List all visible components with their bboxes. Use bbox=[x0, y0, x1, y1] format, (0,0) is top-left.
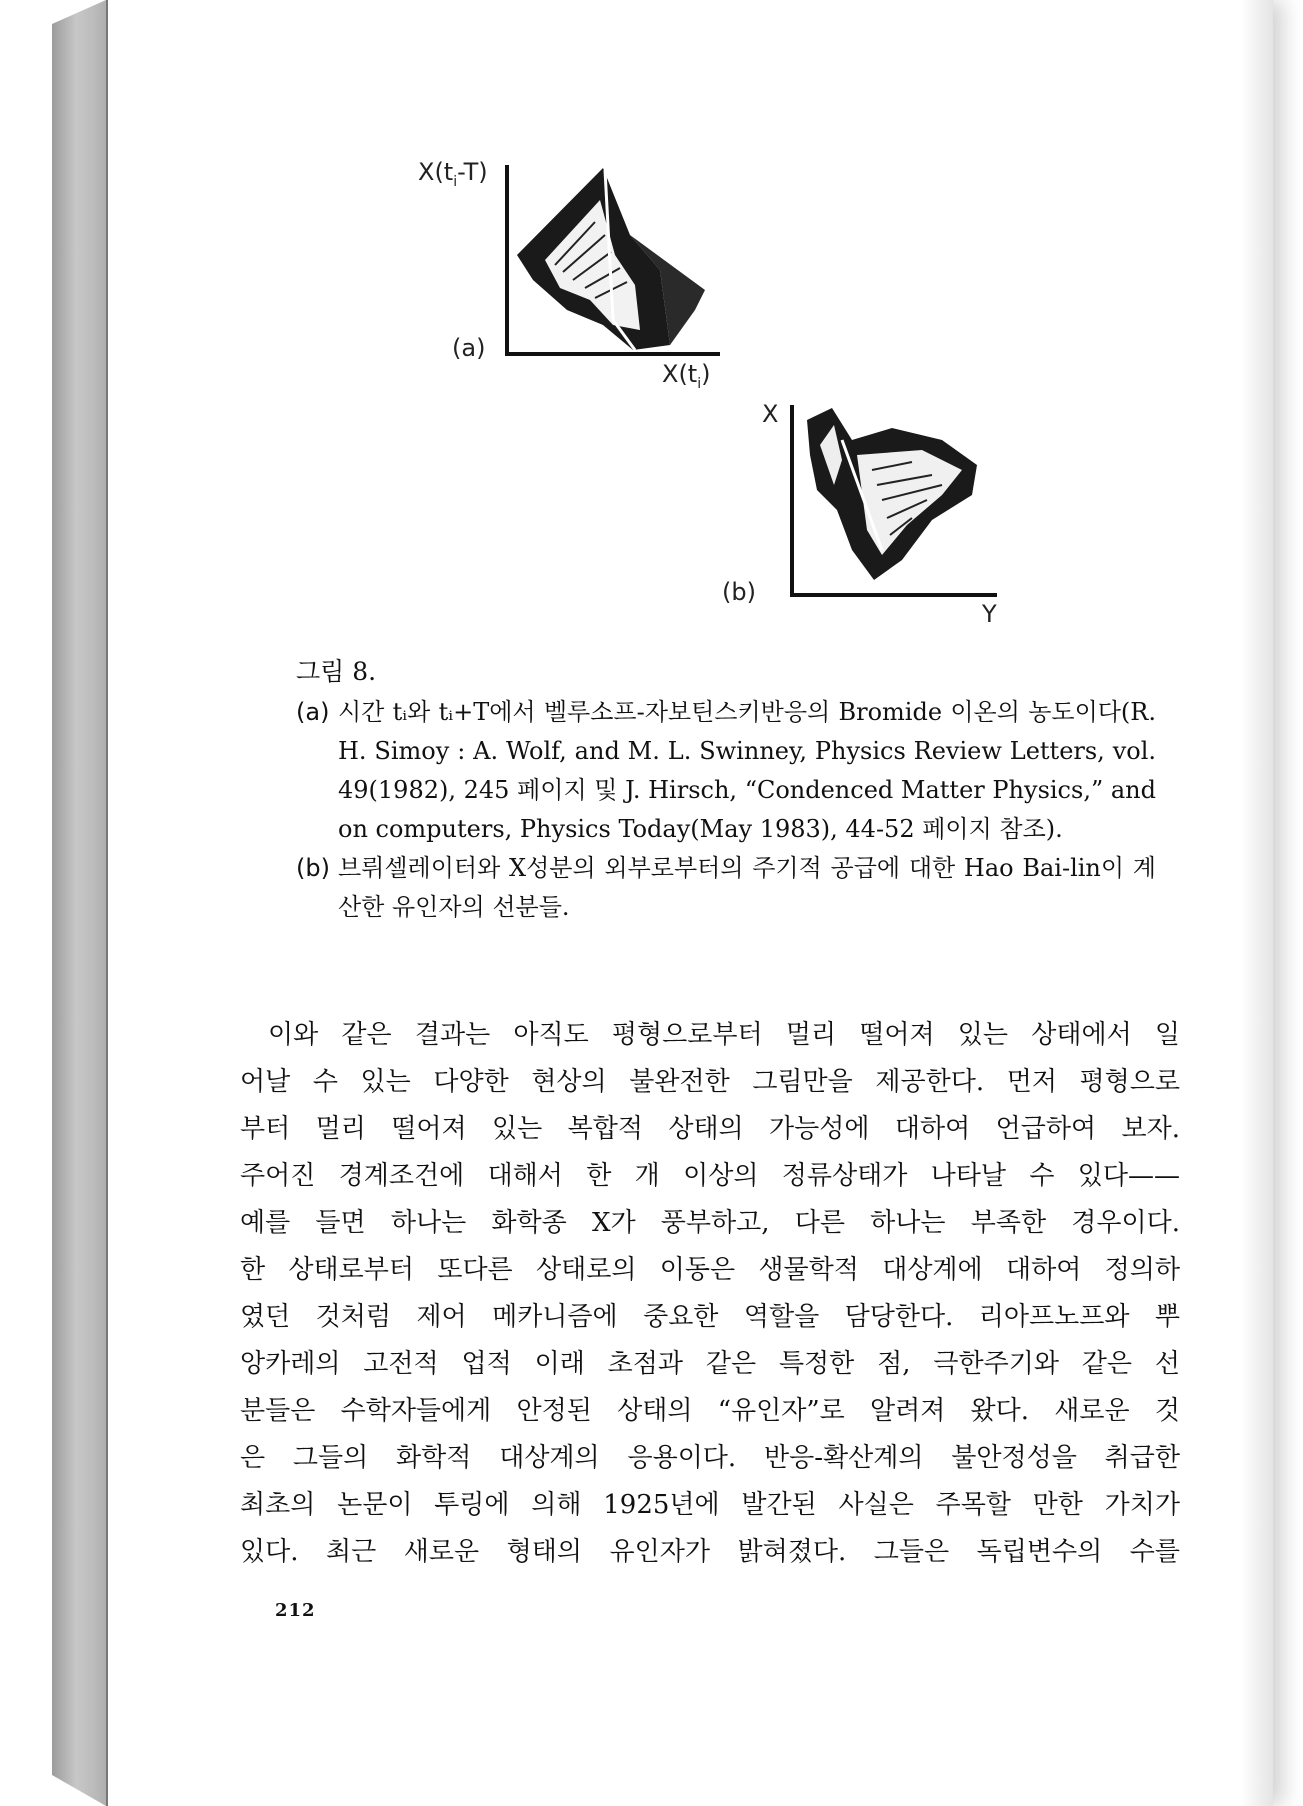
text-line: 앙카레의 고전적 업적 이래 초점과 같은 특정한 점, 극한주기와 같은 선 bbox=[240, 1349, 1180, 1379]
figure-a-x-axis-label: $X(t_i)$ bbox=[662, 360, 711, 392]
text-line: 주어진 경계조건에 대해서 한 개 이상의 정류상태가 나타날 수 있다—— bbox=[240, 1161, 1180, 1191]
text-line: 한 상태로부터 또다른 상태로의 이동은 생물학적 대상계에 대하여 정의하 bbox=[240, 1255, 1180, 1285]
text-line: 어날 수 있는 다양한 현상의 불완전한 그림만을 제공한다. 먼저 평형으로 bbox=[240, 1067, 1180, 1097]
text-line: 이와 같은 결과는 아직도 평형으로부터 멀리 떨어져 있는 상태에서 일 bbox=[268, 1020, 1180, 1050]
figure-b-attractor-plot bbox=[782, 400, 1012, 605]
text-line: 은 그들의 화학적 대상계의 응용이다. 반응-확산계의 불안정성을 취급한 bbox=[240, 1443, 1180, 1473]
text-line: 분들은 수학자들에게 안정된 상태의 “유인자”로 알려져 왔다. 새로운 것 bbox=[240, 1396, 1180, 1426]
figure-b-tag: (b) bbox=[722, 578, 756, 606]
figure-b-y-axis-label: X bbox=[762, 400, 779, 428]
figure-b-attractor-shape bbox=[807, 408, 977, 580]
figure-caption bbox=[296, 652, 1156, 927]
text-line: 최초의 논문이 투링에 의해 1925년에 발간된 사실은 주목할 만한 가치가 bbox=[240, 1490, 1180, 1520]
text-line: 였던 것처럼 제어 메카니즘에 중요한 역할을 담당한다. 리아프노프와 뿌 bbox=[240, 1302, 1180, 1332]
figure-b-x-axis-label: Y bbox=[982, 600, 997, 628]
caption-item-a: (a) 시간 tᵢ와 tᵢ+T에서 벨루소프-자보틴스키반응의 Bromide 이온의 농도이다(R. H. Simoy : A. Wolf, and M. L. Swinney, Physics Review Letters, vol. 49(1982), 245 페이지 및 J. Hirsch, “Condenced Matter Physics,” and on computers, Physics Today(May 1983), 44-52 페이지 참조). bbox=[296, 698, 1156, 843]
caption-item-b: (b) 브뤼셀레이터와 X성분의 외부로부터의 주기적 공급에 대한 Hao Bai-lin이 계산한 유인자의 선분들. bbox=[296, 854, 1156, 921]
figure-a-attractor-shape bbox=[517, 168, 705, 350]
text-line: 있다. 최근 새로운 형태의 유인자가 밝혀졌다. 그들은 독립변수의 수를 bbox=[240, 1537, 1180, 1567]
book-spine-edge bbox=[52, 0, 106, 1806]
body-paragraph bbox=[240, 1012, 1180, 1576]
page-number: 212 bbox=[275, 1600, 316, 1621]
figure-a-y-axis-label: $X(t_i-T)$ bbox=[418, 158, 488, 190]
text-line: 예를 들면 하나는 화학종 X가 풍부하고, 다른 하나는 부족한 경우이다. bbox=[240, 1208, 1180, 1238]
caption-title: 그림 8. bbox=[296, 657, 377, 686]
figure-a-attractor-plot bbox=[495, 160, 725, 360]
text-line: 부터 멀리 떨어져 있는 복합적 상태의 가능성에 대하여 언급하여 보자. bbox=[240, 1114, 1180, 1144]
figure-a-tag: (a) bbox=[452, 334, 486, 362]
